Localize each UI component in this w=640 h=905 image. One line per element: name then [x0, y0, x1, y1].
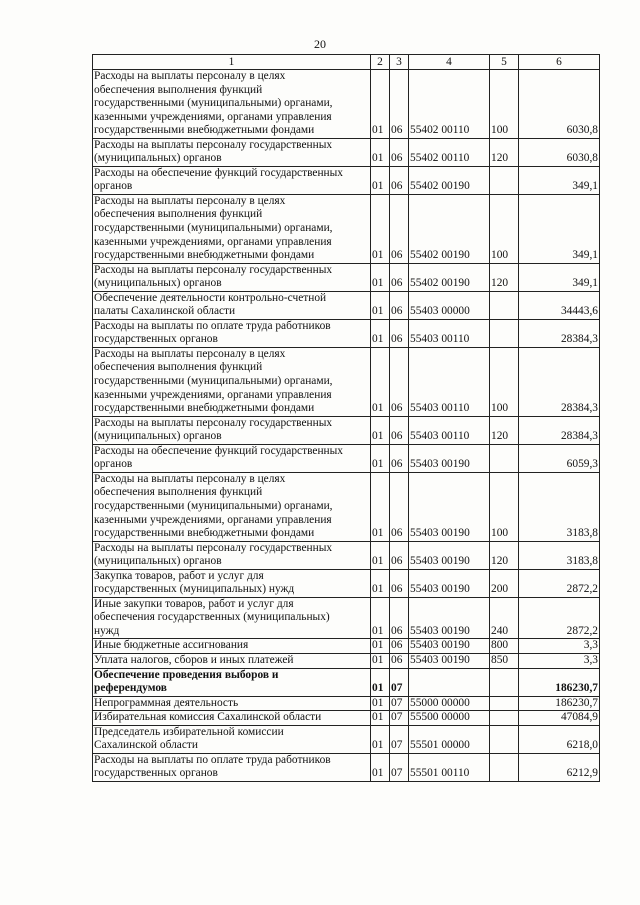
amount: 28384,3: [519, 416, 600, 444]
row-name-line: государственных (муниципальных) нужд: [94, 583, 295, 596]
subsection-code: 06: [390, 569, 409, 597]
subsection-code: 06: [390, 138, 409, 166]
row-name-line: Непрограммная деятельность: [94, 696, 239, 709]
target-article-code: 55403 00110: [409, 416, 490, 444]
page-number: 20: [314, 37, 326, 51]
row-name-line: (муниципальных) органов: [94, 555, 222, 568]
column-header: 5: [490, 55, 519, 70]
table-row: [93, 472, 600, 541]
row-name-line: Обеспечение деятельности контрольно-счетной: [94, 291, 327, 304]
row-name-line: (муниципальных) органов: [94, 430, 222, 443]
section-code: 01: [371, 668, 390, 696]
amount: 3,3: [519, 639, 600, 654]
row-name-line: Расходы на обеспечение функций государственных: [94, 166, 343, 179]
expense-type-code: [490, 753, 519, 781]
row-name-line: палаты Сахалинской области: [94, 305, 236, 318]
column-header: 6: [519, 55, 600, 70]
row-name: [93, 166, 371, 194]
amount: 349,1: [519, 263, 600, 291]
row-name-line: Расходы на выплаты персоналу в целях: [94, 347, 286, 360]
amount: 28384,3: [519, 319, 600, 347]
row-name-line: Расходы на выплаты персоналу в целях: [94, 70, 286, 82]
row-name: [93, 263, 371, 291]
table-row: [93, 166, 600, 194]
table-row: [93, 541, 600, 569]
row-name-line: обеспечения выполнения функций: [94, 83, 263, 96]
amount: 6059,3: [519, 444, 600, 472]
row-name-line: обеспечения выполнения функций: [94, 361, 263, 374]
target-article-code: 55403 00190: [409, 472, 490, 541]
subsection-code: 07: [390, 711, 409, 726]
table-row: [93, 639, 600, 654]
subsection-code: 06: [390, 263, 409, 291]
table-row: [93, 347, 600, 416]
row-name-line: Расходы на обеспечение функций государственных: [94, 444, 343, 457]
row-name-line: государственными внебюджетными фондами: [94, 124, 315, 137]
column-header: 3: [390, 55, 409, 70]
target-article-code: 55402 00190: [409, 166, 490, 194]
target-article-code: 55403 00190: [409, 597, 490, 639]
subsection-code: 06: [390, 70, 409, 139]
amount: 6030,8: [519, 70, 600, 139]
target-article-code: 55500 00000: [409, 711, 490, 726]
subsection-code: 06: [390, 416, 409, 444]
row-name-line: государственными внебюджетными фондами: [94, 402, 315, 415]
row-name-line: казенными учреждениями, органами управления: [94, 513, 332, 526]
amount: 34443,6: [519, 291, 600, 319]
table-row: [93, 70, 600, 139]
row-name-line: государственных органов: [94, 767, 218, 780]
table-row: [93, 597, 600, 639]
amount: 349,1: [519, 166, 600, 194]
expense-type-code: [490, 668, 519, 696]
expense-type-code: 100: [490, 70, 519, 139]
subsection-code: 06: [390, 319, 409, 347]
table-row: [93, 711, 600, 726]
target-article-code: 55402 00190: [409, 194, 490, 263]
amount: 3,3: [519, 653, 600, 668]
row-name: [93, 541, 371, 569]
row-name-line: обеспечения государственных (муниципальных): [94, 611, 330, 624]
row-name-line: государственными (муниципальными) органами,: [94, 222, 333, 235]
target-article-code: 55403 00110: [409, 319, 490, 347]
header-row: [93, 55, 600, 70]
subsection-code: 06: [390, 291, 409, 319]
target-article-code: 55000 00000: [409, 696, 490, 711]
subsection-code: 07: [390, 696, 409, 711]
target-article-code: 55402 00110: [409, 138, 490, 166]
row-name-line: органов: [94, 180, 133, 193]
section-code: 01: [371, 319, 390, 347]
row-name-line: казенными учреждениями, органами управления: [94, 388, 332, 401]
row-name-line: казенными учреждениями, органами управления: [94, 110, 332, 123]
expense-type-code: [490, 319, 519, 347]
row-name: [93, 416, 371, 444]
expense-type-code: [490, 696, 519, 711]
row-name: [93, 319, 371, 347]
amount: 6212,9: [519, 753, 600, 781]
section-code: 01: [371, 639, 390, 654]
row-name-line: Председатель избирательной комиссии: [94, 725, 284, 738]
expense-type-code: 240: [490, 597, 519, 639]
subsection-code: 07: [390, 753, 409, 781]
amount: 186230,7: [519, 668, 600, 696]
section-code: 01: [371, 70, 390, 139]
section-code: 01: [371, 569, 390, 597]
row-name-line: Расходы на выплаты персоналу государственных: [94, 416, 333, 429]
section-code: 01: [371, 416, 390, 444]
expense-type-code: [490, 444, 519, 472]
amount: 349,1: [519, 194, 600, 263]
subsection-code: 06: [390, 597, 409, 639]
row-name: [93, 291, 371, 319]
row-name: [93, 668, 371, 696]
target-article-code: 55402 00190: [409, 263, 490, 291]
amount: 3183,8: [519, 541, 600, 569]
row-name-line: Расходы на выплаты персоналу государственных: [94, 541, 333, 554]
row-name-line: Расходы на выплаты персоналу в целях: [94, 194, 286, 207]
row-name: [93, 472, 371, 541]
expense-type-code: [490, 291, 519, 319]
row-name: [93, 725, 371, 753]
amount: 2872,2: [519, 597, 600, 639]
section-code: 01: [371, 711, 390, 726]
table-body: [93, 70, 600, 782]
section-code: 01: [371, 753, 390, 781]
section-code: 01: [371, 472, 390, 541]
table-row: [93, 753, 600, 781]
row-name: [93, 138, 371, 166]
row-name: [93, 653, 371, 668]
section-code: 01: [371, 696, 390, 711]
section-code: 01: [371, 166, 390, 194]
target-article-code: [409, 668, 490, 696]
budget-table: [92, 54, 600, 782]
amount: 2872,2: [519, 569, 600, 597]
row-name: [93, 70, 371, 139]
row-name-line: государственными внебюджетными фондами: [94, 249, 315, 262]
row-name-line: референдумов: [94, 682, 167, 695]
target-article-code: 55403 00190: [409, 639, 490, 654]
expense-type-code: [490, 725, 519, 753]
row-name-line: Уплата налогов, сборов и иных платежей: [94, 653, 294, 666]
subsection-code: 07: [390, 668, 409, 696]
row-name-line: органов: [94, 458, 133, 471]
section-code: 01: [371, 653, 390, 668]
amount: 3183,8: [519, 472, 600, 541]
column-header: 2: [371, 55, 390, 70]
subsection-code: 07: [390, 725, 409, 753]
row-name: [93, 639, 371, 654]
subsection-code: 06: [390, 194, 409, 263]
expense-type-code: 800: [490, 639, 519, 654]
expense-type-code: 120: [490, 416, 519, 444]
amount: 6218,0: [519, 725, 600, 753]
table-row: [93, 668, 600, 696]
amount: 6030,8: [519, 138, 600, 166]
row-name-line: государственными (муниципальными) органами,: [94, 499, 333, 512]
expense-type-code: 120: [490, 138, 519, 166]
row-name: [93, 194, 371, 263]
section-code: 01: [371, 541, 390, 569]
row-name-line: Иные бюджетные ассигнования: [94, 639, 249, 652]
row-name: [93, 347, 371, 416]
section-code: 01: [371, 725, 390, 753]
row-name-line: обеспечения выполнения функций: [94, 208, 263, 221]
row-name-line: Избирательная комиссия Сахалинской области: [94, 711, 322, 724]
row-name: [93, 597, 371, 639]
row-name-line: государственными (муниципальными) органами,: [94, 97, 333, 110]
target-article-code: 55403 00190: [409, 444, 490, 472]
row-name-line: государственными внебюджетными фондами: [94, 527, 315, 540]
table-row: [93, 263, 600, 291]
table-row: [93, 416, 600, 444]
subsection-code: 06: [390, 653, 409, 668]
row-name-line: Сахалинской области: [94, 739, 198, 752]
row-name-line: (муниципальных) органов: [94, 152, 222, 165]
subsection-code: 06: [390, 444, 409, 472]
target-article-code: 55403 00110: [409, 347, 490, 416]
amount: 28384,3: [519, 347, 600, 416]
table-row: [93, 725, 600, 753]
column-header: 1: [93, 55, 371, 70]
target-article-code: 55501 00110: [409, 753, 490, 781]
expense-type-code: 120: [490, 541, 519, 569]
expense-type-code: 850: [490, 653, 519, 668]
table-row: [93, 138, 600, 166]
row-name-line: Расходы на выплаты персоналу в целях: [94, 472, 286, 485]
expense-type-code: 120: [490, 263, 519, 291]
target-article-code: 55403 00190: [409, 541, 490, 569]
row-name-line: обеспечения выполнения функций: [94, 486, 263, 499]
row-name-line: Расходы на выплаты персоналу государственных: [94, 263, 333, 276]
amount: 186230,7: [519, 696, 600, 711]
section-code: 01: [371, 444, 390, 472]
target-article-code: 55403 00000: [409, 291, 490, 319]
row-name-line: Расходы на выплаты по оплате труда работников: [94, 319, 331, 332]
table-row: [93, 569, 600, 597]
table-row: [93, 291, 600, 319]
table-row: [93, 194, 600, 263]
row-name-line: государственных органов: [94, 333, 218, 346]
section-code: 01: [371, 194, 390, 263]
subsection-code: 06: [390, 166, 409, 194]
target-article-code: 55403 00190: [409, 569, 490, 597]
expense-type-code: 200: [490, 569, 519, 597]
section-code: 01: [371, 347, 390, 416]
row-name-line: (муниципальных) органов: [94, 277, 222, 290]
table-row: [93, 319, 600, 347]
table-row: [93, 696, 600, 711]
row-name-line: государственными (муниципальными) органами,: [94, 375, 333, 388]
column-header: 4: [409, 55, 490, 70]
row-name-line: нужд: [94, 624, 120, 637]
table-row: [93, 444, 600, 472]
section-code: 01: [371, 138, 390, 166]
subsection-code: 06: [390, 541, 409, 569]
row-name-line: казенными учреждениями, органами управления: [94, 235, 332, 248]
target-article-code: 55501 00000: [409, 725, 490, 753]
row-name: [93, 569, 371, 597]
section-code: 01: [371, 263, 390, 291]
expense-type-code: 100: [490, 347, 519, 416]
row-name-line: Расходы на выплаты по оплате труда работников: [94, 753, 331, 766]
expense-type-code: [490, 711, 519, 726]
section-code: 01: [371, 597, 390, 639]
section-code: 01: [371, 291, 390, 319]
row-name: [93, 753, 371, 781]
row-name: [93, 444, 371, 472]
expense-type-code: [490, 166, 519, 194]
subsection-code: 06: [390, 347, 409, 416]
expense-type-code: 100: [490, 472, 519, 541]
row-name-line: Закупка товаров, работ и услуг для: [94, 569, 264, 582]
row-name-line: Иные закупки товаров, работ и услуг для: [94, 597, 294, 610]
target-article-code: 55402 00110: [409, 70, 490, 139]
row-name: [93, 711, 371, 726]
subsection-code: 06: [390, 639, 409, 654]
table-row: [93, 653, 600, 668]
target-article-code: 55403 00190: [409, 653, 490, 668]
subsection-code: 06: [390, 472, 409, 541]
row-name-line: Расходы на выплаты персоналу государственных: [94, 138, 333, 151]
expense-type-code: 100: [490, 194, 519, 263]
amount: 47084,9: [519, 711, 600, 726]
row-name-line: Обеспечение проведения выборов и: [94, 668, 279, 681]
row-name: [93, 696, 371, 711]
